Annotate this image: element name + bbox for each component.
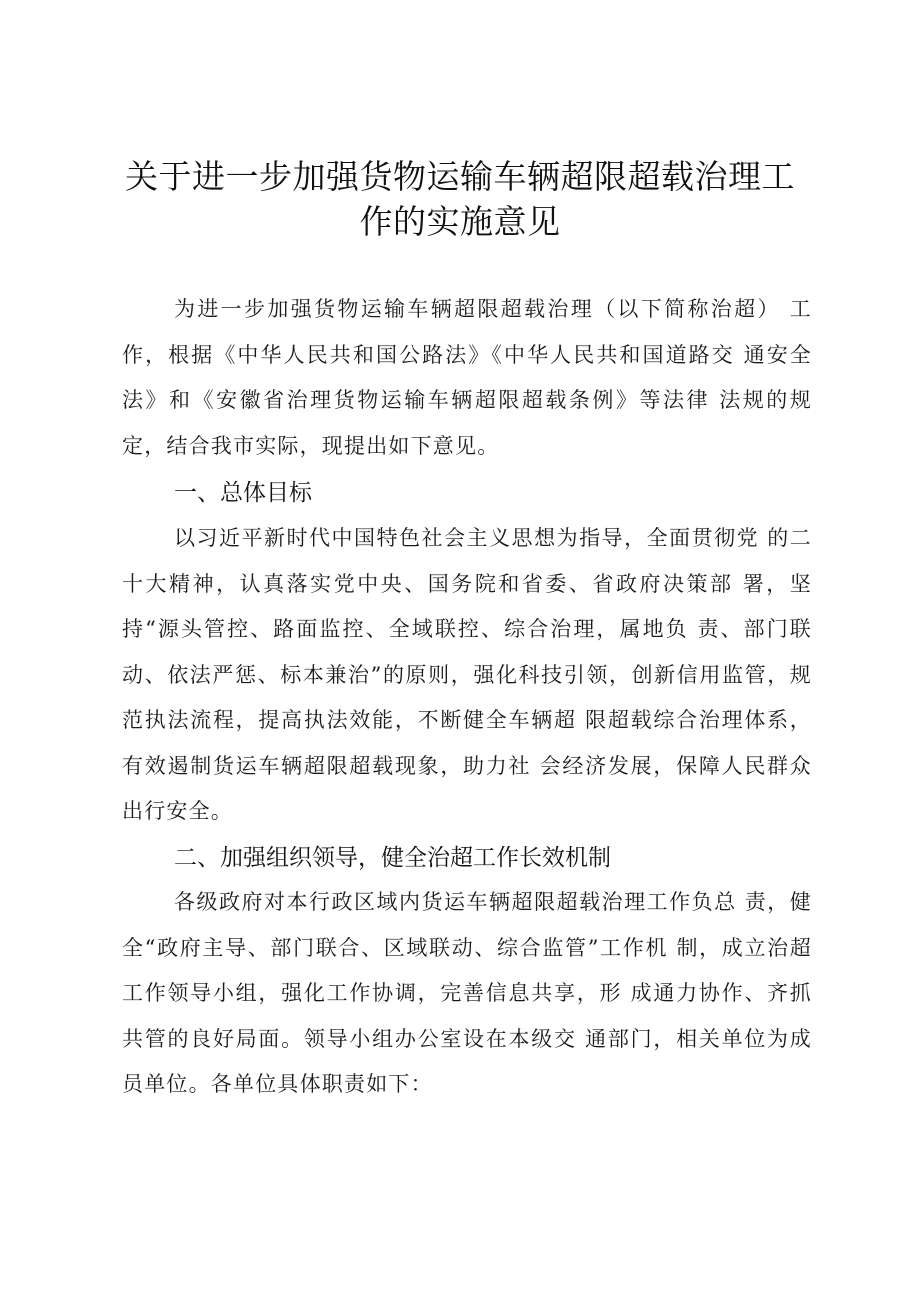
- intro-paragraph: 为进一步加强货物运输车辆超限超载治理（以下简称治超） 工作，根据《中华人民共和国公路法》《中华人民共和国道路交 通安全法》和《安徽省治理货物运输车辆超限超载条例》等法律 法规的规定，结合我市实际，现提出如下意见。: [122, 297, 812, 458]
- section-1-heading: 一、总体目标: [174, 480, 312, 506]
- section-1-paragraph: 以习近平新时代中国特色社会主义思想为指导，全面贯彻党 的二十大精神，认真落实党中央、国务院和省委、省政府决策部 署，坚持“源头管控、路面监控、全域联控、综合治理，属地负 责、部门联动、依法严惩、标本兼治”的原则，强化科技引领，创新信用监管，规范执法流程，提高执法效能，不断健全车辆超 限超载综合治理体系，有效遏制货运车辆超限超载现象，助力社 会经济发展，保障人民群众出行安全。: [122, 526, 812, 823]
- section-2-heading: 二、加强组织领导，健全治超工作长效机制: [174, 845, 611, 871]
- document-title-line-2: 作的实施意见: [359, 202, 561, 241]
- document-title-line-1: 关于进一步加强货物运输车辆超限超载治理工: [125, 157, 795, 196]
- section-2-paragraph: 各级政府对本行政区域内货运车辆超限超载治理工作负总 责，健全“政府主导、部门联合、区域联动、综合监管”工作机 制，成立治超工作领导小组，强化工作协调，完善信息共享，形 成通力协作、齐抓共管的良好局面。领导小组办公室设在本级交 通部门，相关单位为成员单位。各单位具体职责如下：: [122, 890, 812, 1096]
